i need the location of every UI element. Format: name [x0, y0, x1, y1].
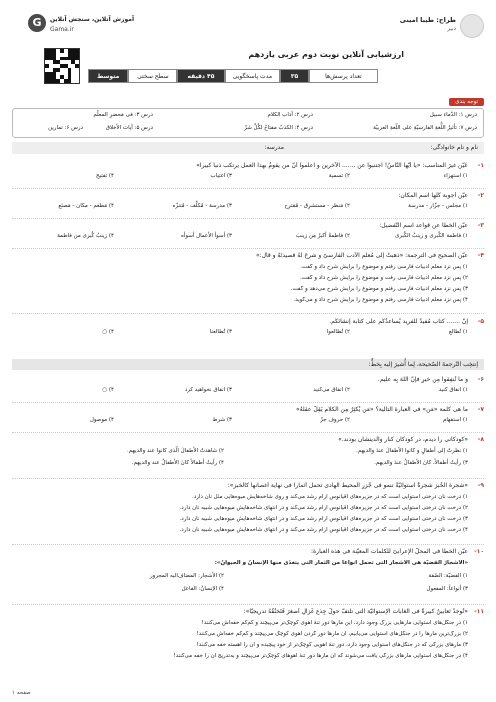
- lesson-item: درس ۱: الدّماء سبیل: [429, 112, 477, 118]
- option[interactable]: ۳) انفاق نخواهید کرد: [184, 387, 232, 393]
- option[interactable]: ۲) انفاق می‌کنید: [313, 387, 350, 393]
- lesson-item: درس ۷: تأثیرُ اللُّغةِ الفارسیّةِ علی اللّغةِ العربیّة: [373, 125, 477, 131]
- question-6: [12, 376, 484, 400]
- option[interactable]: ۱) نظرتُ إلی أطفالٍ و کانوا الأطفالَ عندَ والدیهم.: [356, 448, 468, 454]
- qr-cell: [56, 79, 60, 83]
- question-options: [12, 173, 468, 183]
- question-text: عیّن الخطأ عن قواعد اسم التّفضیل:: [379, 222, 468, 229]
- divider: [12, 544, 484, 545]
- designer-role: دبیر: [447, 26, 456, 32]
- count-value: ۳۵: [280, 69, 309, 83]
- question-number: ۳-: [477, 222, 484, 229]
- question-5: [12, 318, 484, 342]
- lesson-item: درس ۲: آداب الکلام: [267, 112, 313, 118]
- qr-cell: [56, 68, 60, 72]
- option[interactable]: ۴) تفتیح: [95, 173, 114, 179]
- question-number: ۵-: [477, 318, 484, 325]
- option[interactable]: ۲) مَنظر - مستشرِق - مُقترِح: [284, 203, 350, 209]
- option[interactable]: ۱) درخت نان درختی استوایی است که در جزیره‌های اقیانوس آرام رشد می‌کند و روی شاخه‌هایش میوه‌هایی مثل نان دارد.: [192, 494, 468, 500]
- qr-cell: [68, 79, 72, 83]
- option[interactable]: ۱) استفهام: [442, 417, 468, 423]
- question-number: ۸-: [477, 436, 484, 443]
- divider: [12, 218, 484, 219]
- lesson-list: [12, 108, 484, 138]
- lesson-item: درس ۵: آیات الأخلاق: [105, 125, 153, 131]
- option[interactable]: ۴) مَطعَم - مکان - مَصنَع: [58, 203, 114, 209]
- lesson-item: درس ۳: فی مَحضرِ المعلّم: [93, 112, 153, 118]
- duration-label: مدت پاسخگویی: [225, 69, 281, 83]
- question-options: [12, 387, 468, 397]
- question-options: [12, 417, 468, 427]
- designer-name: طراح: طیبا امینی: [399, 16, 456, 24]
- lesson-item: درس ۴: الکذبُ مفتاحٌ لکُلِّ شرّ: [244, 125, 313, 131]
- question-number: ۷-: [477, 406, 484, 413]
- question-number: ۴-: [477, 252, 484, 259]
- question-options: [12, 329, 468, 339]
- option[interactable]: ۳) مارهای بزرگی که در جنگل‌های استوایی وجود دارد، دور تنهٔ آهویی کوچک‌تر از خود پیچیده و آن را آهسته خفه می‌کنند!: [196, 642, 468, 648]
- option[interactable]: ۱) انفاق کنید: [438, 387, 468, 393]
- divider: [12, 432, 484, 433]
- option[interactable]: ۱) الفضیّة: الصّفة: [428, 573, 468, 579]
- option[interactable]: ۳) أنواعاً: المفعول: [426, 586, 468, 592]
- option[interactable]: ۲) الأشجار: المضاف‌الیه المجرور: [150, 573, 224, 579]
- question-8: [12, 436, 484, 476]
- option[interactable]: ۲) تسمیة: [328, 173, 350, 179]
- option[interactable]: ۴) پس نزد معلّم ادبیات فارسی رفتم و موضوع را برایش شرح داد و می‌گوید.: [293, 297, 468, 303]
- question-text: عیّن الخطأ فی المحلّ الإعرابیّ للکلمات المعیّنة فی هذه العبارة:: [311, 548, 468, 555]
- avatar: [460, 14, 484, 38]
- question-number: ۲-: [477, 192, 484, 199]
- student-info-bar: [12, 142, 484, 154]
- question-text: «تُوجدُ ثعابینُ کبیرةٌ فی الغابات الإستوائیّة الّتی تلتفُّ حولَ جِذعِ غَزالٍ أصغرَ فَتَخنُقُهُ تدریجیّاً»:: [243, 608, 468, 615]
- option[interactable]: ۱) مجلس - جزّار - مدرسة: [408, 203, 468, 209]
- option[interactable]: ۱) پس نزد معلّم ادبیات فارسی رفتم و موضوع را برایش شرح داد و گفت.: [300, 264, 468, 270]
- option[interactable]: ۳) تُطالعنا: [209, 329, 232, 335]
- question-number: ۱۱-: [474, 608, 484, 615]
- qr-cell: [60, 49, 64, 53]
- question-options: [12, 233, 468, 243]
- divider: [12, 402, 484, 403]
- institute-site: Gama.ir: [50, 26, 74, 33]
- option[interactable]: ۳) اغتیاب: [210, 173, 232, 179]
- question-text: و ما تُنفِقوا مِن خیرٍ فإنّ اللهَ بِه علیم.: [377, 376, 468, 383]
- option[interactable]: ۲) فاطمةُ أکبرُ مِن زینبَ: [295, 233, 350, 239]
- question-11: [12, 608, 484, 668]
- divider: [12, 188, 484, 189]
- gama-logo-icon: G: [28, 14, 46, 32]
- divider: [12, 313, 484, 314]
- question-text: عیّن الصحیح فی الترجمة: «ذهبتُ إلی مُعلّم الأدب الفارسیّ و شرحَ لهُ قصیدتَهُ و قال:»: [255, 252, 468, 259]
- question-text: عیّن أجوبة کُلّها اسم المکان:: [398, 192, 468, 199]
- question-1: [12, 162, 484, 186]
- qr-code-icon: [44, 48, 80, 84]
- question-text: «کودکانی را دیدم، در کودکان کنار والدینشان بودند.»: [338, 436, 468, 443]
- school-label: مدرسه:: [264, 144, 284, 151]
- option[interactable]: ۲) بزرگ‌ترین مارها را در جنگل‌های استوایی می‌یابیم، آن مارها دور گردن آهوی کوچک می‌پیچند و کم‌کم خفه‌اش می‌کنند!: [196, 631, 468, 637]
- option[interactable]: ۱) استهزاء: [443, 173, 468, 179]
- institute-name: آموزش آنلاین، سنجش آنلاین: [50, 16, 135, 23]
- name-label: نام و نام خانوادگی:: [430, 144, 478, 151]
- count-label: تعداد پرسش‌ها: [309, 69, 378, 83]
- page-number: صفحه ۱: [12, 690, 31, 696]
- option[interactable]: ۴) الإنسانُ: الفاعل: [181, 586, 224, 592]
- lesson-item: درس ۶: تمارین: [48, 125, 83, 131]
- question-text: «شجرة الخُبز شجرةٌ استوائیّةٌ تنمو فی جُزرِ المحیط الهادی تحمل أثماراً فی نهایة أغصانها کالخبز»:: [227, 482, 468, 489]
- option[interactable]: ۴) رأیتُ أطفالاً کانَ الأطفالُ عند والدیهم.: [131, 460, 224, 466]
- option[interactable]: ۳) مدرسة - مُکلِّف - مُتنزّه: [172, 203, 232, 209]
- option[interactable]: ۱) فاطمة الکُبری و زینبُ الکُبری: [394, 233, 468, 239]
- option[interactable]: ۴) موصول: [89, 417, 114, 423]
- section-header: [12, 359, 484, 370]
- option[interactable]: ۴) در جنگل‌های استوایی مارهای بزرگی یافت می‌شوند که آن مارها دور تنهٔ آهوهای کوچک‌تر می‌پیچند و به‌تدریج آن را خفه می‌کنند!: [173, 653, 468, 659]
- option[interactable]: ۲) درخت نان درختی استوایی است که در جزیره‌های اقیانوس آرام رشد می‌کند و در انتهای شاخه‌هایش میوه‌هایی شبیه نان دارد.: [179, 505, 468, 511]
- option[interactable]: ۱) در جنگل‌های استوایی مارهایی بزرگ وجود دارد، این مارها دور تنهٔ آهوی کوچک‌تر می‌پیچند و کم‌کم خفه‌اش می‌کنند!: [201, 620, 468, 626]
- exam-title: ارزشیابی آنلاین نوبت دوم عربی یازدهم: [248, 50, 404, 59]
- question-4: [12, 252, 484, 312]
- divider: [12, 478, 484, 479]
- level-value: متوسط: [88, 69, 128, 83]
- level-label: سطح سختی: [128, 69, 177, 83]
- question-10: [12, 548, 484, 608]
- divider: [12, 604, 484, 605]
- option[interactable]: ۴) درخت نان درختی استوایی است که در جزیره‌های اقیانوس آرام رشد می‌کند و در انتهای شاخه‌هایش میوه‌هایی شبیه نان دارد.: [179, 527, 468, 533]
- option[interactable]: ۲) تُطالعوا: [326, 329, 350, 335]
- question-options: [12, 203, 468, 213]
- option[interactable]: ۳) أسوأ الأعمال أسوأه: [180, 233, 232, 239]
- option[interactable]: ۳) رأیتُ أطفالاً، کانَ الأطفالُ عندَ والدیهم.: [374, 460, 468, 466]
- question-number: ۱-: [477, 162, 484, 169]
- option[interactable]: ۴) ○: [102, 387, 114, 393]
- exam-info-bar: [88, 69, 378, 83]
- notice-badge: توجه بندی: [449, 98, 484, 106]
- option[interactable]: ۳) درخت نان درختی استوایی است که در جزیره‌های اقیانوس آرام رشد می‌کند و در انتهای شاخه‌هایش میوه‌هایی شبیه نان دارد.: [179, 516, 468, 522]
- question-number: ۱۰-: [474, 548, 484, 555]
- question-text: إنّ ....... کتاب مُفیدٌ للفرید یُساعدُکُم علی کتابة إنشائکُم.: [329, 318, 468, 325]
- question-3: [12, 222, 484, 246]
- option[interactable]: ۴) زینبُ کُبری من فاطمة: [57, 233, 114, 239]
- option[interactable]: ۲) حروف جرّ: [320, 417, 350, 423]
- option[interactable]: ۱) تُطالع: [448, 329, 468, 335]
- qr-cell: [45, 64, 49, 68]
- question-2: [12, 192, 484, 216]
- question-text: عَیّن غیرَ المناسب: «یا أیّها النّاسُ! اجتنبوا عن ....... الآخرین و اعلموا أنّ من یقومُ بهذا العمل یرتکب ذنباً کبیراً»: [196, 162, 468, 169]
- question-number: ۶-: [477, 376, 484, 383]
- qr-cell: [75, 64, 79, 68]
- option[interactable]: ۲) پس نزد معلّم ادبیات فارسی رفت و موضوع را برایش شرح داد و گفت.: [300, 275, 468, 281]
- question-text: ما هی کلمة «مَن» فی العبارة التالیة؟ «مَن یُکثِرُ مِن الکلام یَقِلُّ عقلُهُ»: [295, 406, 468, 413]
- question-subtext: «الأشجارُ الفضیّة هی الأشجار الّتی تحمل أنواعاً من الثمار الّتی یتغذّی منها الإنسانُ و الحیوانُ»:: [214, 560, 468, 566]
- section-title: اِنتخِب التّرجمةَ الصّحیحة، لِما أُشیرَ إلیه بِخطٍّ:: [368, 361, 478, 368]
- duration-value: ۴۵ دقیقه: [177, 69, 224, 83]
- divider: [12, 248, 484, 249]
- question-9: [12, 482, 484, 542]
- option[interactable]: ۳) شرط: [212, 417, 232, 423]
- option[interactable]: ۴) ○: [102, 329, 114, 335]
- option[interactable]: ۳) پس نزد معلّم ادبیات فارسی رفتم و موضوع را برایش شرح می‌دهد و گفت.: [290, 286, 468, 292]
- option[interactable]: ۲) شاهدتُ الأطفالَ الّذی کانوا عند والدیهم.: [127, 448, 224, 454]
- qr-cell: [75, 57, 79, 61]
- question-number: ۹-: [477, 482, 484, 489]
- question-7: [12, 406, 484, 430]
